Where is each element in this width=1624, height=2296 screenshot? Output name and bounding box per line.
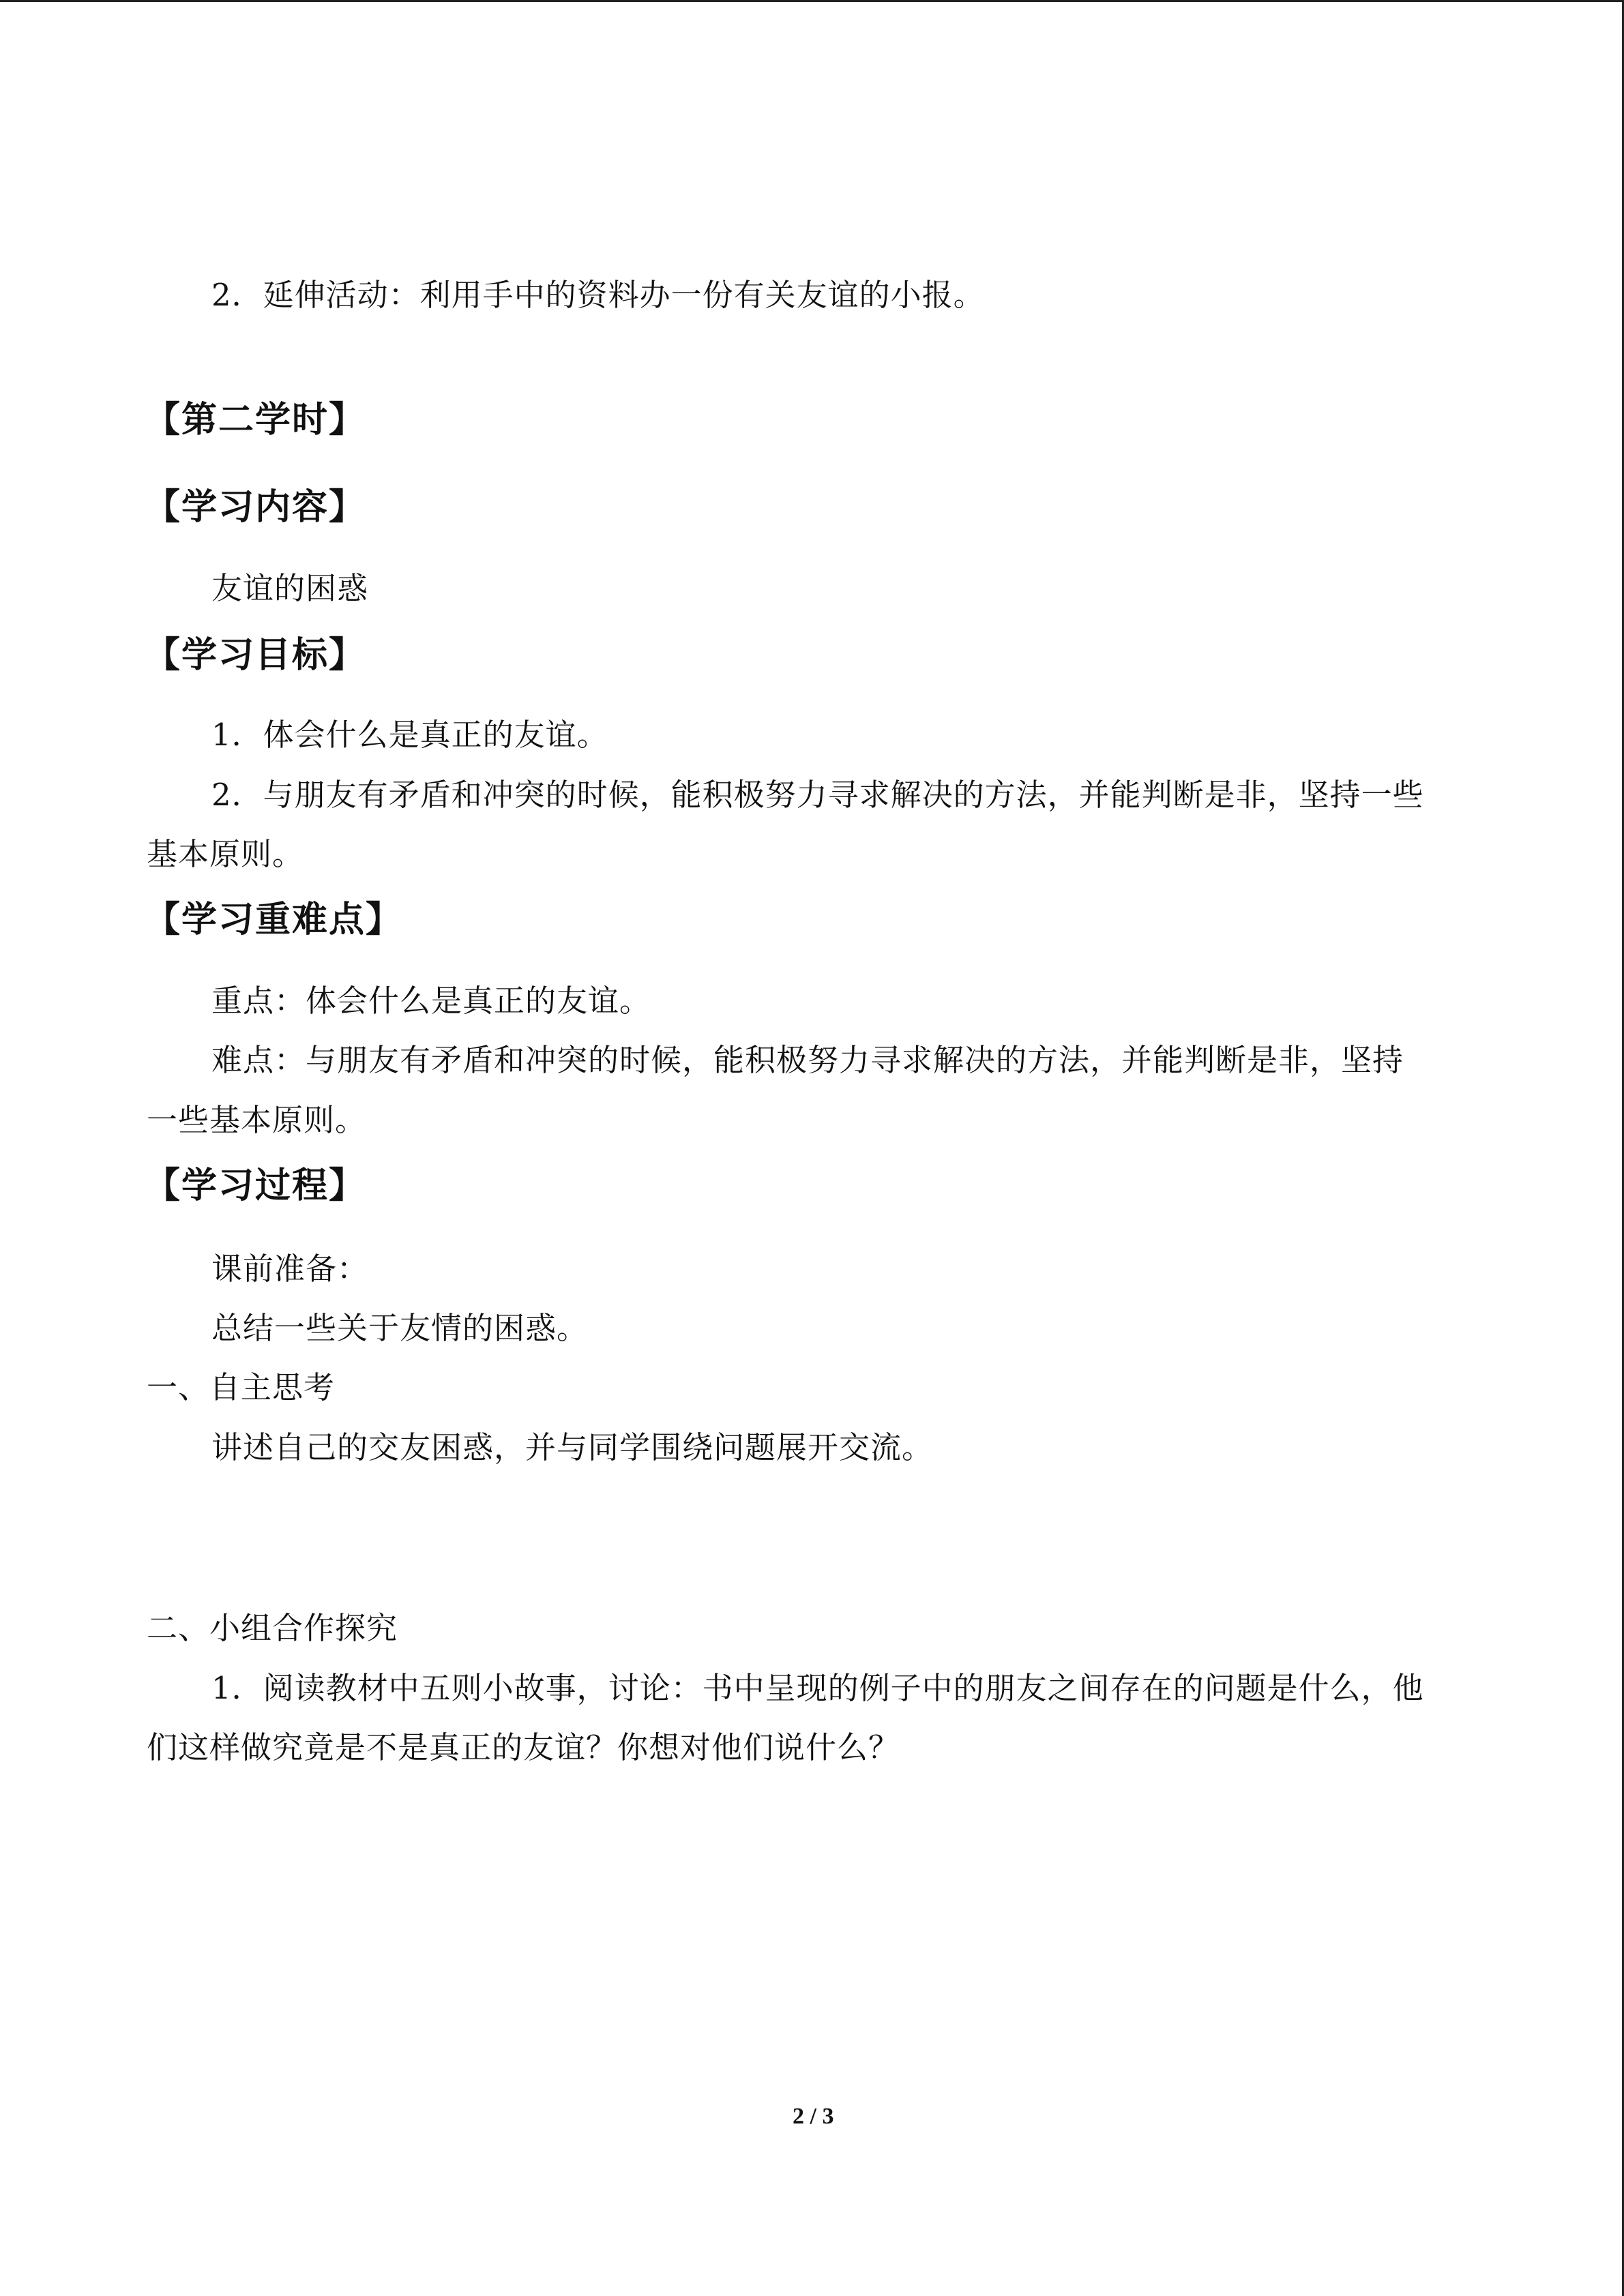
key-point-text: 重点：体会什么是真正的友谊。 [211,983,651,1019]
learning-goal-item-2-line-2: 基本原则。 [147,836,304,872]
prep-text: 总结一些关于友情的困惑。 [211,1310,589,1346]
difficult-point-line-1: 难点：与朋友有矛盾和冲突的时候，能积极努力寻求解决的方法，并能判断是非，坚持 [211,1042,1404,1078]
page-number: 2 / 3 [793,2104,834,2129]
section-2-item-1-line-2: 们这样做究竟是不是真正的友谊？你想对他们说什么？ [147,1729,900,1765]
section-1-title: 一、自主思考 [147,1369,336,1405]
prep-label: 课前准备： [211,1251,369,1287]
extension-activity-text: 2．延伸活动：利用手中的资料办一份有关友谊的小报。 [211,277,985,313]
learning-goals-heading: 【学习目标】 [145,635,366,676]
difficult-point-line-2: 一些基本原则。 [147,1102,367,1138]
second-period-heading: 【第二学时】 [145,400,366,441]
section-2-item-1-line-1: 1．阅读教材中五则小故事，讨论：书中呈现的例子中的朋友之间存在的问题是什么，他 [211,1670,1424,1706]
section-2-title: 二、小组合作探究 [147,1610,398,1646]
key-difficult-points-heading: 【学习重难点】 [145,899,403,940]
section-1-text: 讲述自己的交友困惑，并与同学围绕问题展开交流。 [211,1429,934,1465]
learning-content-text: 友谊的困惑 [211,570,369,606]
learning-process-heading: 【学习过程】 [145,1165,366,1206]
learning-goal-item-2-line-1: 2．与朋友有矛盾和冲突的时候，能积极努力寻求解决的方法，并能判断是非，坚持一些 [211,777,1424,813]
learning-content-heading: 【学习内容】 [145,487,366,528]
learning-goal-item-1: 1．体会什么是真正的友谊。 [211,717,608,753]
